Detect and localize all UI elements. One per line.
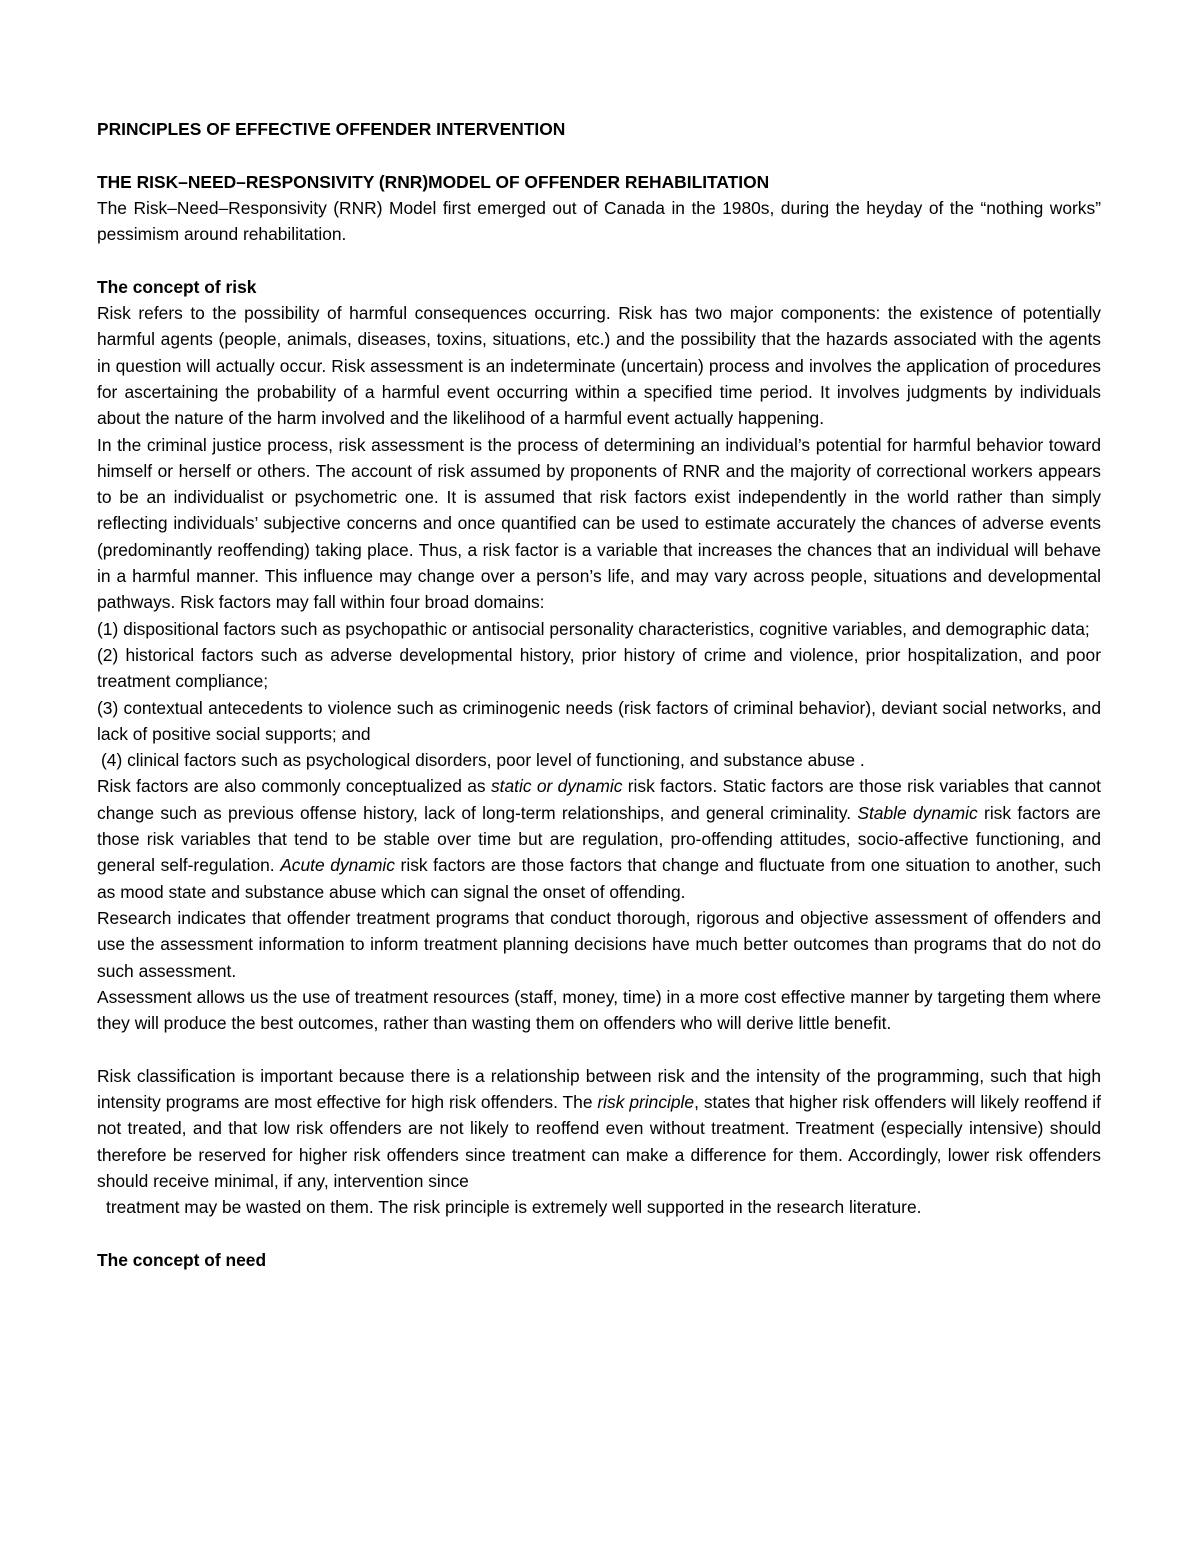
spacer [97,247,1101,273]
domain-item-3: (3) contextual antecedents to violence such as criminogenic needs (risk factors of criminal behavior), deviant social networks, and lack of positive social supports; and [97,697,1101,744]
classification-paragraph [97,1063,1101,1194]
document-title: PRINCIPLES OF EFFECTIVE OFFENDER INTERVENTION [97,119,566,139]
spacer [97,1220,1101,1246]
need-heading: The concept of need [97,1249,267,1270]
classification-paragraph-end: treatment may be wasted on them. The risk principle is extremely well supported in the research literature. [106,1197,922,1218]
static-dynamic-paragraph [97,773,1101,904]
research-paragraph: Research indicates that offender treatment programs that conduct thorough, rigorous and objective assessment of offenders and use the assessment information to inform treatment planning decisions have much better outcomes than programs that do not do such assessment. [97,907,1101,981]
risk-heading: The concept of risk [97,276,257,297]
italic-run: Stable dynamic [857,802,978,823]
document-body [97,116,1101,1273]
text-run: risk factors are those risk variables that tend to be stable over time but are regulation, pro-offending attitudes, socio-affective functioning, and general self-regulation. [97,802,1101,876]
italic-run: static or dynamic [490,776,623,797]
italic-run: risk principle [597,1091,695,1112]
italic-run: Acute dynamic [280,855,395,876]
text-run: Risk factors are also commonly conceptualized as [97,776,491,797]
text-run: risk factors are those factors that change and fluctuate from one situation to another, such as mood state and substance abuse which can signal the onset of offending. [97,855,1101,902]
domain-item-2: (2) historical factors such as adverse developmental history, prior history of crime and violence, prior hospitalization, and poor treatment compliance; [97,644,1101,692]
domain-item-1: (1) dispositional factors such as psychopathic or antisocial personality characteristics, cognitive variables, and demographic data; [97,618,1090,639]
spacer [97,1036,1101,1062]
intro-paragraph: The Risk–Need–Responsivity (RNR) Model first emerged out of Canada in the 1980s, during the heyday of the “nothing works” pessimism around rehabilitation. [97,197,1101,245]
assessment-paragraph: Assessment allows us the use of treatment resources (staff, money, time) in a more cost effective manner by targeting them where they will produce the best outcomes, rather than wasting them on offenders who will derive little benefit. [97,986,1101,1034]
text-run: , states that higher risk offenders will likely reoffend if not treated, and that low risk offenders are not likely to reoffend even without treatment. Treatment (especially intensive) should therefore be reserved for higher risk offenders since treatment can make a difference for them. Accordingly, lower risk offenders should receive minimal, if any, intervention since [97,1091,1101,1191]
domain-item-4: (4) clinical factors such as psychological disorders, poor level of functioning, and substance abuse . [101,750,865,771]
text-run: risk factors. Static factors are those risk variables that cannot change such as previous offense history, lack of long-term relationships, and general criminality. [97,776,1101,823]
risk-paragraph-2: In the criminal justice process, risk assessment is the process of determining an individual’s potential for harmful behavior toward himself or herself or others. The account of risk assumed by proponents of RNR and the majority of correctional workers appears to be an individualist or psychometric one. It is assumed that risk factors exist independently in the world rather than simply reflecting individuals’ subjective concerns and once quantified can be used to estimate accurately the chances of adverse events (predominantly reoffending) taking place. Thus, a risk factor is a variable that increases the chances that an individual will behave in a harmful manner. This influence may change over a person’s life, and may vary across people, situations and developmental pathways. Risk factors may fall within four broad domains: [97,434,1101,613]
section-heading: THE RISK–NEED–RESPONSIVITY (RNR)MODEL OF OFFENDER REHABILITATION [97,171,770,192]
risk-paragraph-1: Risk refers to the possibility of harmful consequences occurring. Risk has two major components: the existence of potentially harmful agents (people, animals, diseases, toxins, situations, etc.) and the possibility that the hazards associated with the agents in question will actually occur. Risk assessment is an indeterminate (uncertain) process and involves the application of procedures for ascertaining the probability of a harmful event occurring within a specified time period. It involves judgments by individuals about the nature of the harm involved and the likelihood of a harmful event actually happening. [97,303,1101,429]
text-run: Risk classification is important because there is a relationship between risk and the intensity of the programming, such that high intensity programs are most effective for high risk offenders. The [97,1065,1101,1112]
spacer [97,142,1101,168]
